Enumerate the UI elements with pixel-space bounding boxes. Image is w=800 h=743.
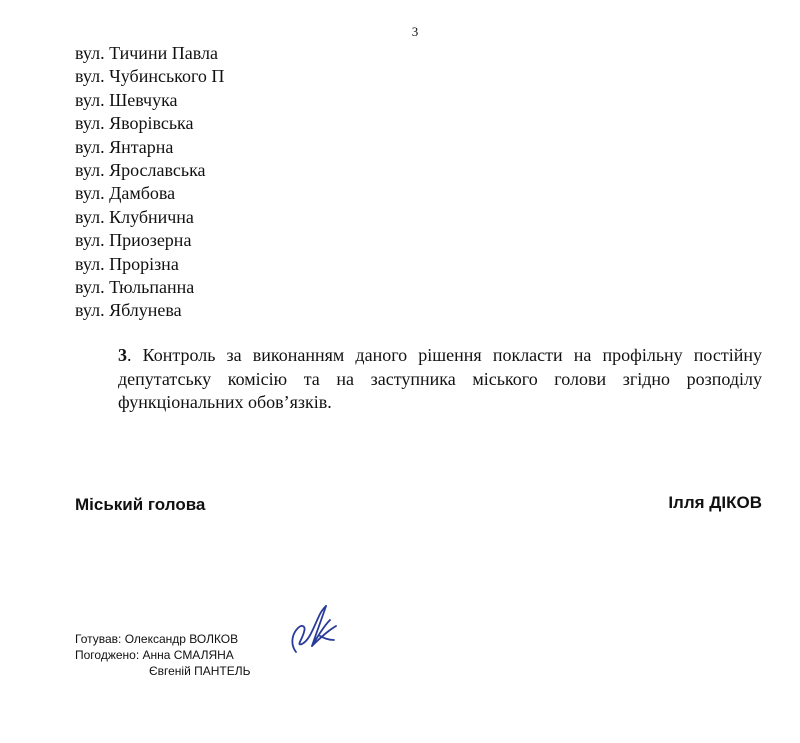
street-item: вул. Яворівська xyxy=(75,113,194,134)
street-item: вул. Шевчука xyxy=(75,89,178,110)
agreed-name-2: Євгеній ПАНТЕЛЬ xyxy=(149,664,251,678)
agreed-line-2 xyxy=(75,663,251,679)
street-item: вул. Тичини Павла xyxy=(75,43,218,63)
agreed-name-1: Анна СМАЛЯНА xyxy=(142,648,234,662)
control-paragraph xyxy=(118,344,762,415)
paragraph-text: . Контроль за виконанням даного рішення покласти на профільну постійну депутатську комісію та на заступника міського голови згідно розподілу функціональних обов’язків. xyxy=(118,345,762,412)
agreed-label: Погоджено: xyxy=(75,648,140,662)
street-item: вул. Яблунева xyxy=(75,300,182,321)
street-item: вул. Дамбова xyxy=(75,183,176,204)
street-item: вул. Приозерна xyxy=(75,230,192,251)
street-item: вул. Ярославська xyxy=(75,160,206,181)
prepared-label: Готував: xyxy=(75,632,122,646)
approval-footer xyxy=(75,631,251,679)
handwritten-signature xyxy=(282,600,344,662)
agreed-line xyxy=(75,647,251,663)
street-item: вул. Янтарна xyxy=(75,136,174,157)
prepared-line xyxy=(75,631,251,647)
mayor-name: Ілля ДІКОВ xyxy=(668,493,762,512)
mayor-title: Міський голова xyxy=(75,495,206,514)
prepared-name: Олександр ВОЛКОВ xyxy=(124,632,239,646)
paragraph-number: 3 xyxy=(118,345,127,365)
street-item: вул. Клубнична xyxy=(75,206,194,227)
page-number: 3 xyxy=(411,24,419,39)
street-item: вул. Тюльпанна xyxy=(75,277,195,298)
street-item: вул. Прорізна xyxy=(75,253,179,274)
street-item: вул. Чубинського П xyxy=(75,66,225,87)
street-list xyxy=(75,42,224,323)
